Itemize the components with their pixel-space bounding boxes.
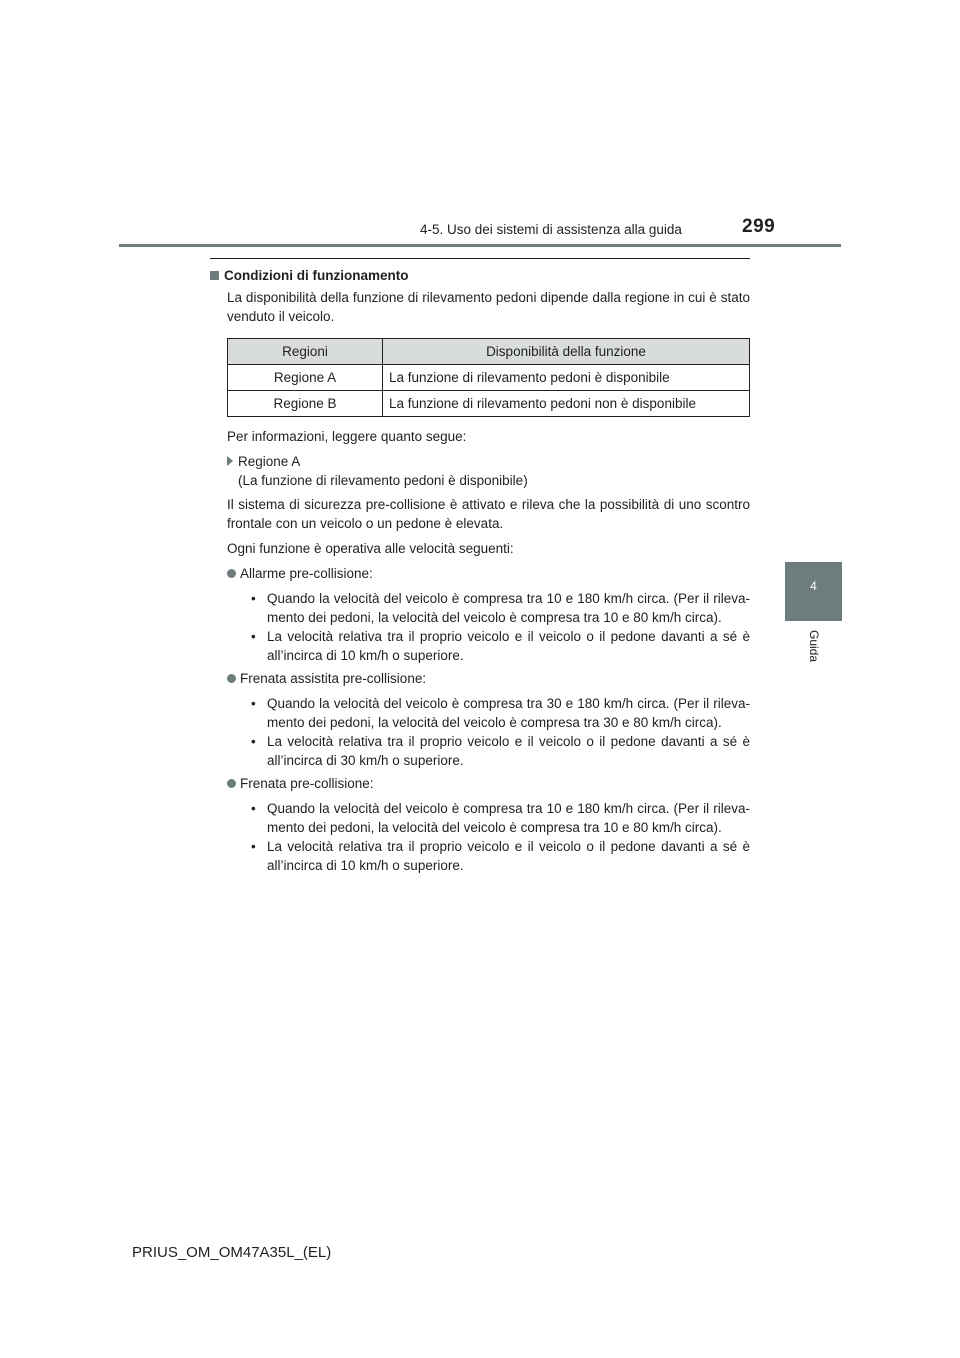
function-item — [227, 564, 750, 583]
list-item: • La velocità relativa tra il proprio veicolo e il veicolo o il pedone davanti a sé è all’incirca di 10 km/h o superiore. — [251, 839, 750, 873]
section-heading — [210, 266, 750, 285]
bullet-text: Quando la velocità del veicolo è compresa tra 10 e 180 km/h circa. (Per il rileva-mento dei pedoni, la velocità del veicolo è compresa tra 10 e 80 km/h circa). — [267, 801, 750, 835]
chapter-tab-number: 4 — [810, 579, 817, 593]
function-name: Frenata assistita pre-collisione: — [240, 671, 427, 686]
chapter-tab-label: Guida — [807, 630, 821, 663]
footer-doc-code: PRIUS_OM_OM47A35L_(EL) — [132, 1244, 332, 1261]
table-header-cell: Regioni — [228, 339, 383, 365]
table-header-row — [228, 339, 750, 365]
chapter-tab-label-box — [785, 622, 842, 682]
function-item — [227, 774, 750, 793]
region-a-item — [227, 452, 750, 490]
section-rule — [210, 258, 750, 259]
bullet-text: Quando la velocità del veicolo è compresa tra 30 e 180 km/h circa. (Per il rileva-mento dei pedoni, la velocità del veicolo è compresa tra 30 e 80 km/h circa). — [267, 696, 750, 730]
header-rule — [119, 244, 841, 247]
function-bullets — [227, 694, 750, 770]
table-header-cell: Disponibilità della funzione — [383, 339, 750, 365]
bullet-text: La velocità relativa tra il proprio veicolo e il veicolo o il pedone davanti a sé è all’incirca di 10 km/h o superiore. — [267, 629, 750, 663]
bullet-text: La velocità relativa tra il proprio veicolo e il veicolo o il pedone davanti a sé è all’incirca di 10 km/h o superiore. — [267, 839, 750, 873]
region-a-note: (La funzione di rilevamento pedoni è disponibile) — [238, 473, 528, 488]
table-row — [228, 365, 750, 391]
bullet-text: Quando la velocità del veicolo è compresa tra 10 e 180 km/h circa. (Per il rileva-mento dei pedoni, la velocità del veicolo è compresa tra 10 e 80 km/h circa). — [267, 591, 750, 625]
intro-paragraph: La disponibilità della funzione di rilevamento pedoni dipende dalla regione in cui è stato venduto il veicolo. — [227, 290, 750, 324]
header-section-title: 4-5. Uso dei sistemi di assistenza alla guida — [420, 222, 682, 237]
table-cell-availability: La funzione di rilevamento pedoni è disponibile — [383, 365, 750, 391]
triangle-arrow-icon — [227, 456, 233, 466]
chapter-tab — [785, 562, 842, 621]
speeds-intro: Ogni funzione è operativa alle velocità seguenti: — [227, 541, 514, 556]
circle-bullet-icon — [227, 569, 236, 578]
table-cell-availability: La funzione di rilevamento pedoni non è disponibile — [383, 391, 750, 417]
list-item: • Quando la velocità del veicolo è compresa tra 10 e 180 km/h circa. (Per il rileva-mento dei pedoni, la velocità del veicolo è compresa tra 10 e 80 km/h circa). — [251, 801, 750, 835]
table-cell-region: Regione B — [228, 391, 383, 417]
circle-bullet-icon — [227, 779, 236, 788]
main-content — [210, 258, 750, 877]
system-paragraph: Il sistema di sicurezza pre-collisione è attivato e rileva che la possibilità di uno scontro frontale con un veicolo o un pedone è elevata. — [227, 497, 750, 531]
table-row — [228, 391, 750, 417]
table-cell-region: Regione A — [228, 365, 383, 391]
list-item: • La velocità relativa tra il proprio veicolo e il veicolo o il pedone davanti a sé è all’incirca di 30 km/h o superiore. — [251, 734, 750, 768]
list-item: • La velocità relativa tra il proprio veicolo e il veicolo o il pedone davanti a sé è all’incirca di 10 km/h o superiore. — [251, 629, 750, 663]
list-item: • Quando la velocità del veicolo è compresa tra 10 e 180 km/h circa. (Per il rileva-mento dei pedoni, la velocità del veicolo è compresa tra 10 e 80 km/h circa). — [251, 591, 750, 625]
page-number: 299 — [742, 216, 776, 237]
info-line: Per informazioni, leggere quanto segue: — [227, 429, 467, 444]
region-a-label: Regione A — [238, 454, 301, 469]
function-bullets — [227, 799, 750, 875]
function-bullets — [227, 589, 750, 665]
list-item: • Quando la velocità del veicolo è compresa tra 30 e 180 km/h circa. (Per il rileva-mento dei pedoni, la velocità del veicolo è compresa tra 30 e 80 km/h circa). — [251, 696, 750, 730]
section-heading-text: Condizioni di funzionamento — [224, 268, 409, 283]
function-name: Frenata pre-collisione: — [240, 776, 374, 791]
availability-table — [227, 338, 750, 417]
function-item — [227, 669, 750, 688]
bullet-text: La velocità relativa tra il proprio veicolo e il veicolo o il pedone davanti a sé è all’incirca di 30 km/h o superiore. — [267, 734, 750, 768]
square-bullet-icon — [210, 271, 219, 280]
circle-bullet-icon — [227, 674, 236, 683]
function-name: Allarme pre-collisione: — [240, 566, 373, 581]
